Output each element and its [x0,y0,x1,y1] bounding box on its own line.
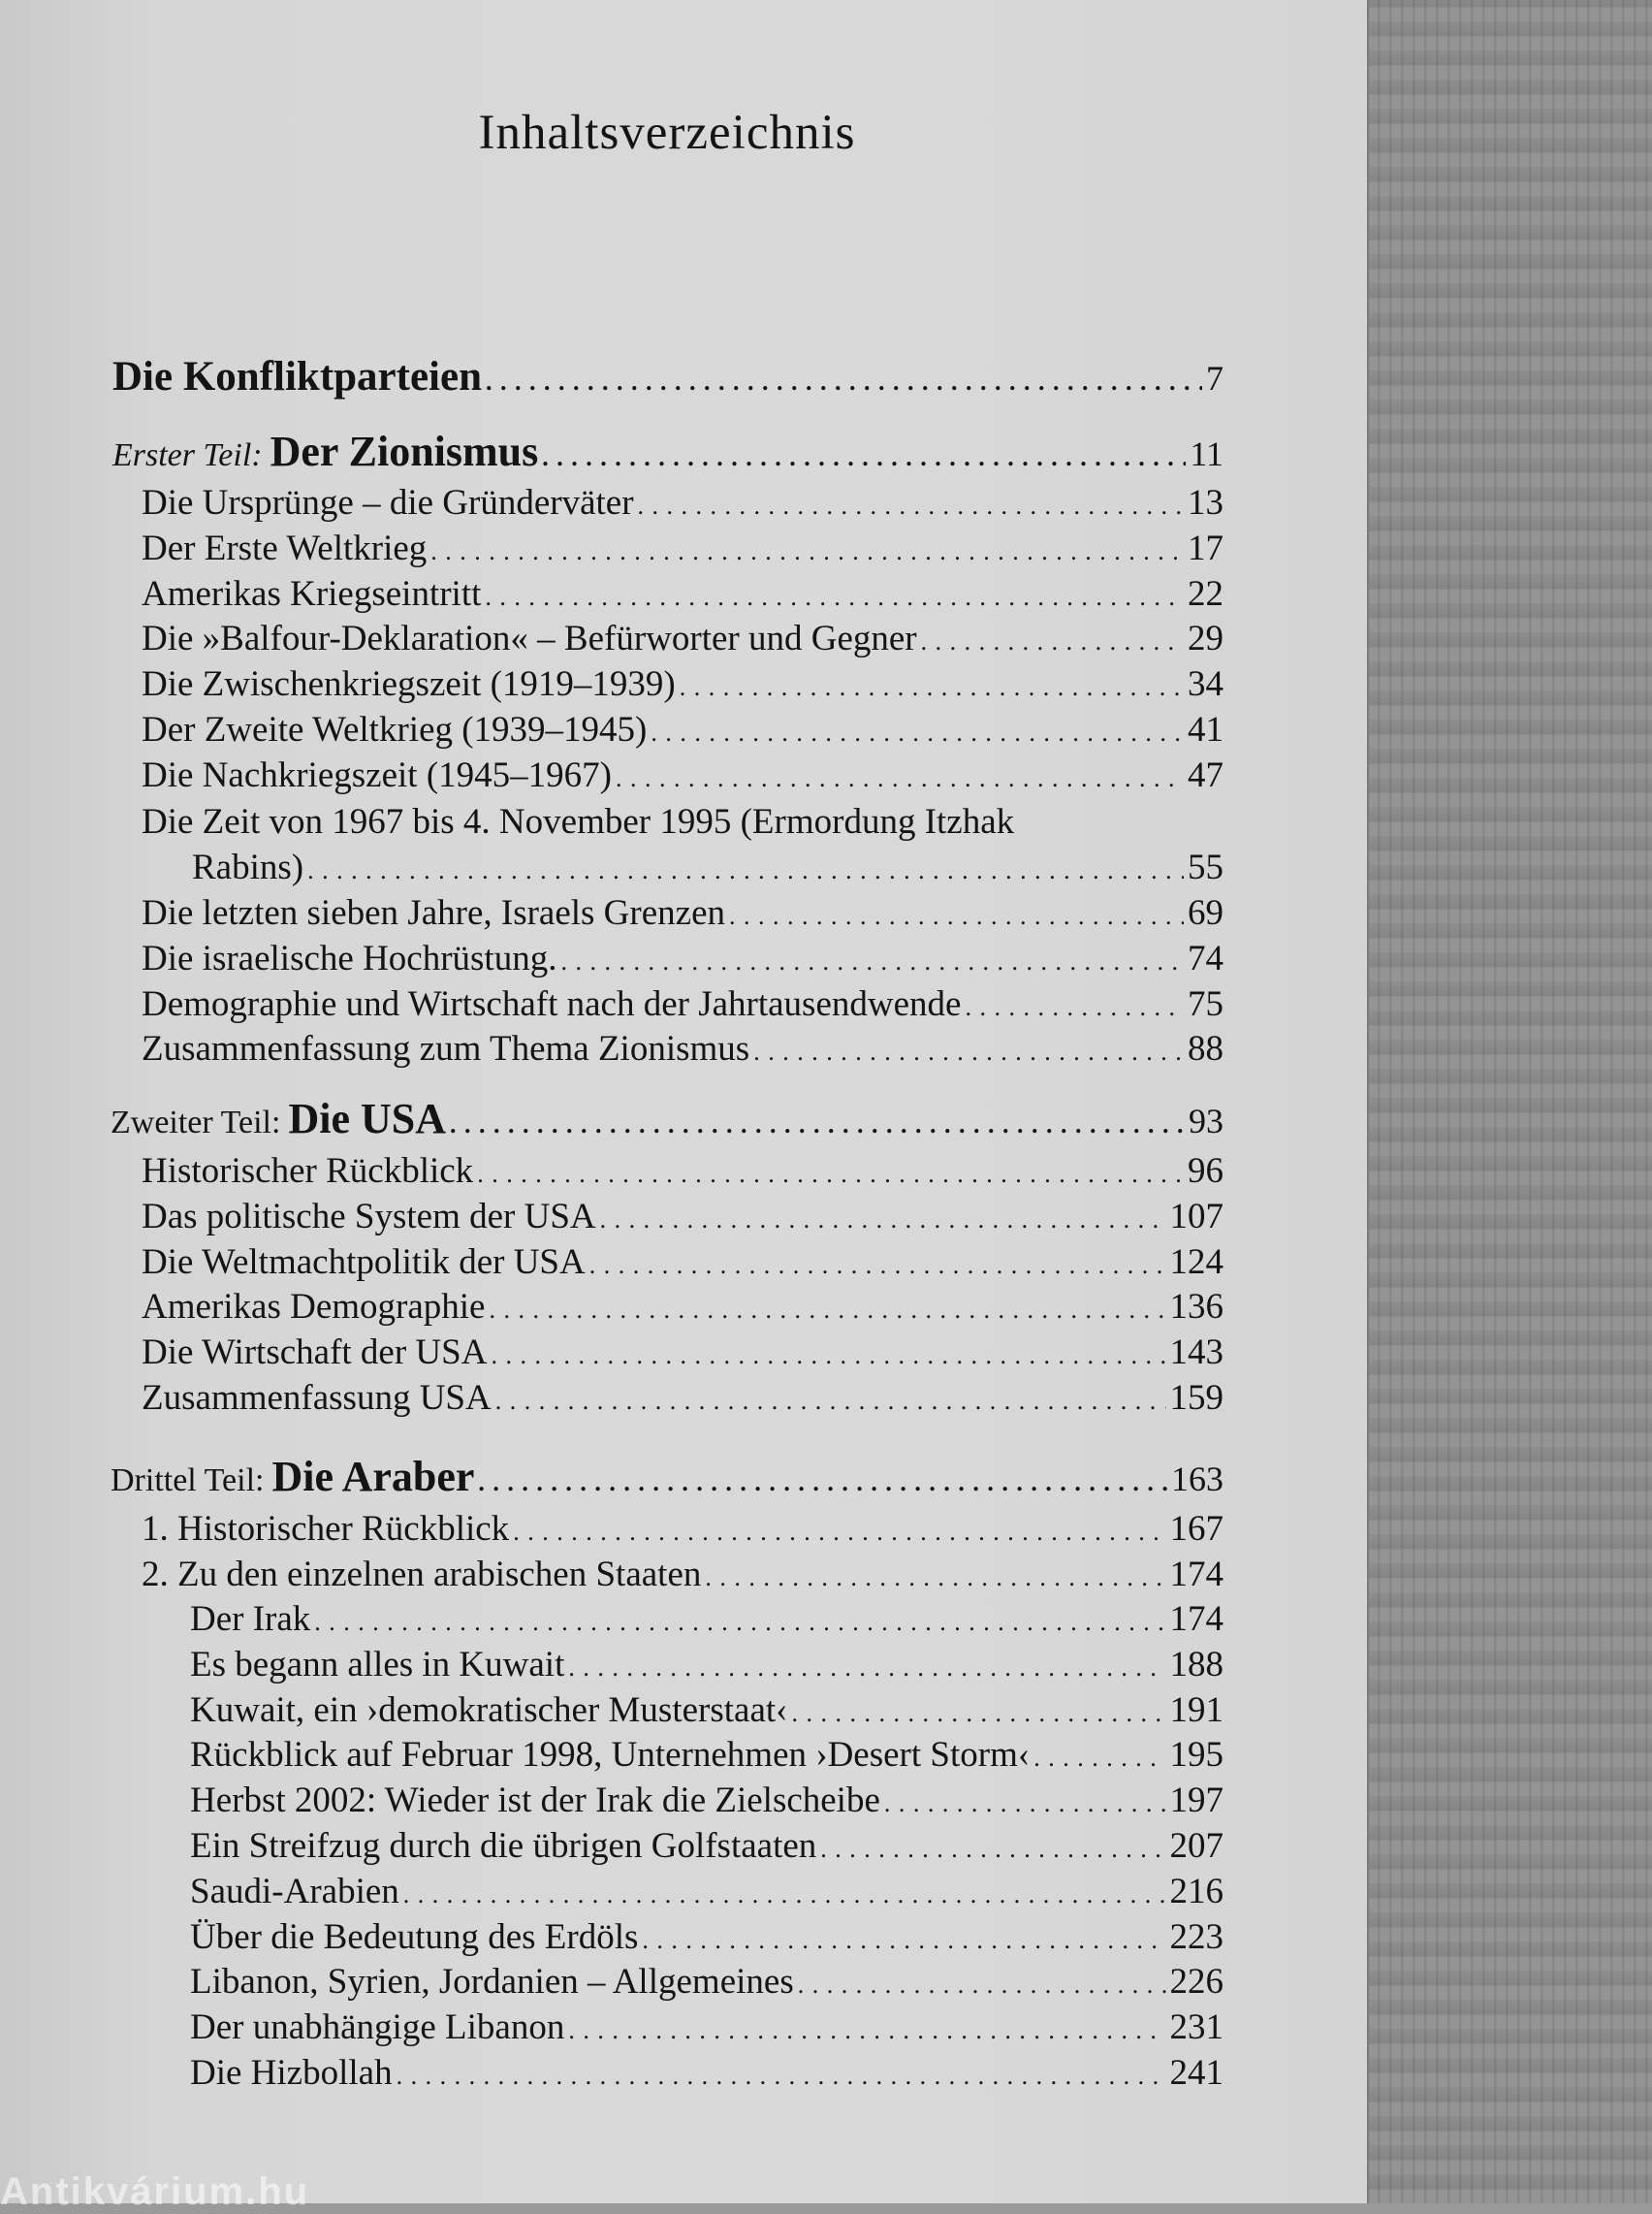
toc-entry [190,1734,1223,1776]
toc-entry-label: Das politische System der USA [142,1196,596,1236]
toc-entry-label: Amerikas Kriegseintritt [142,573,482,614]
part-prefix: Zweiter Teil: [111,1105,281,1140]
toc-entry [190,1780,1223,1821]
dot-leader [491,1341,1165,1370]
dot-leader [729,902,1184,931]
toc-entry-wrapped-line: Die Zeit von 1967 bis 4. November 1995 (Ermordung Itzhak [142,802,1015,842]
toc-entry [142,1508,1223,1550]
dot-leader [478,1468,1167,1497]
toc-page-number: 197 [1169,1781,1223,1821]
toc-page-number: 241 [1169,2053,1223,2093]
dot-leader [651,719,1184,748]
toc-entry-label: Libanon, Syrien, Jordanien – Allgemeines [190,1962,794,2003]
dot-leader [403,1880,1166,1909]
toc-page-number: 159 [1169,1378,1223,1418]
toc-page-number: 174 [1169,1554,1223,1594]
toc-entry-label: Kuwait, ein ›demokratischer Musterstaat‹ [190,1689,788,1730]
dot-leader [542,443,1186,472]
toc-entry [142,1150,1223,1192]
toc-entry [192,847,1223,888]
toc-entry-label: Es begann alles in Kuwait [190,1644,565,1685]
dot-leader [642,1926,1165,1955]
toc-entry [142,1196,1223,1237]
toc-entry-label: Der Irak [190,1599,311,1639]
toc-entry-label: Die Ursprünge – die Gründerväter [142,483,634,523]
dot-leader [397,2062,1166,2091]
dot-leader [477,1160,1184,1189]
dot-leader [921,627,1184,657]
dot-leader [495,1387,1166,1416]
toc-entry-label: Die Weltmachtpolitik der USA [142,1241,586,1282]
toc-entry-label: Die Nachkriegszeit (1945–1967) [142,754,612,795]
toc-page-number: 223 [1169,1916,1223,1957]
toc-entry-label: Die letzten sieben Jahre, Israels Grenzen [142,893,725,933]
toc-page-number: 207 [1169,1826,1223,1866]
dot-leader [589,1251,1166,1280]
page-gutter-background [1367,0,1652,2203]
dot-leader [485,583,1184,612]
toc-entry-label: Rabins) [192,848,304,887]
watermark-text: Antikvárium.hu [0,2170,310,2213]
toc-entry [142,663,1223,705]
dot-leader [820,1835,1165,1864]
dot-leader [430,537,1184,566]
toc-page-number: 163 [1171,1460,1223,1498]
toc-entry-label: Die israelische Hochrüstung. [142,938,557,979]
toc-page-number: 93 [1189,1102,1223,1140]
toc-entry [142,983,1223,1025]
toc-entry-label: Der Zweite Weltkrieg (1939–1945) [142,710,648,750]
dot-leader [450,1110,1185,1139]
toc-entry [190,1825,1223,1867]
toc-page-number: 231 [1169,2007,1223,2048]
toc-entry [142,1241,1223,1283]
toc-entry [142,528,1223,569]
toc-entry-label: Amerikas Demographie [142,1287,486,1328]
toc-entry [142,618,1223,659]
toc-entry [142,573,1223,615]
toc-entry [142,754,1223,796]
part-prefix: Erster Teil: [112,437,263,473]
dot-leader [965,993,1184,1022]
toc-entry [190,1689,1223,1731]
toc-page-number: 47 [1188,754,1223,795]
toc-entry-label: Die Zwischenkriegszeit (1919–1939) [142,664,676,705]
toc-entry [142,892,1223,934]
toc-page-number: 17 [1188,528,1223,568]
toc-entry-label: Die »Balfour-Deklaration« – Befürworter und Gegner [142,619,917,659]
toc-page-number: 11 [1190,434,1223,473]
toc-entry-label: Ein Streifzug durch die übrigen Golfstaaten [190,1826,817,1866]
toc-entry [190,1916,1223,1958]
toc-entry-label: Die Wirtschaft der USA [142,1332,488,1373]
toc-page-number: 13 [1188,483,1223,523]
part-title: Die USA [288,1095,446,1142]
toc-entry-label: 2. Zu den einzelnen arabischen Staaten [142,1554,702,1594]
dot-leader [884,1789,1166,1818]
toc-page-number: 143 [1169,1332,1223,1373]
toc-page-number: 195 [1169,1735,1223,1776]
dot-leader [560,947,1184,977]
toc-entry [142,1286,1223,1328]
toc-entry [190,2006,1223,2048]
part-prefix: Drittel Teil: [111,1462,265,1498]
part-title: Die Araber [271,1453,475,1500]
toc-entry-label: Zusammenfassung zum Thema Zionismus [142,1029,750,1070]
toc-page-number: 29 [1188,619,1223,659]
toc-page-number: 75 [1188,983,1223,1024]
dot-leader [307,856,1184,885]
toc-entry-label: Historischer Rückblick [142,1151,474,1191]
toc-entry [142,1332,1223,1373]
toc-entry-label: 1. Historischer Rückblick [142,1509,510,1549]
page-title: Inhaltsverzeichnis [478,106,856,160]
toc-page-number: 124 [1169,1241,1223,1282]
toc-page-number: 174 [1169,1599,1223,1639]
dot-leader [791,1699,1165,1728]
toc-entry [142,1377,1223,1419]
toc-entry-label: Rückblick auf Februar 1998, Unternehmen ›Desert Storm‹ [190,1735,1031,1776]
dot-leader [680,673,1184,702]
toc-page-number: 188 [1169,1644,1223,1685]
dot-leader [568,1653,1165,1683]
dot-leader [600,1205,1166,1235]
toc-entry [142,482,1223,524]
toc-page-number: 167 [1169,1509,1223,1549]
toc-page-number: 107 [1169,1196,1223,1236]
dot-leader [513,1518,1165,1547]
toc-part-header [111,1094,1223,1143]
toc-page-number: 96 [1188,1151,1223,1191]
toc-entry-label: Die Hizbollah [190,2053,393,2093]
toc-page-number: 136 [1169,1287,1223,1328]
toc-entry-label: Der Erste Weltkrieg [142,528,428,568]
toc-main-label: Die Konfliktparteien [112,354,482,400]
toc-entry-label: Demographie und Wirtschaft nach der Jahrtausendwende [142,983,962,1024]
toc-entry-label: Saudi-Arabien [190,1871,399,1911]
dot-leader [753,1038,1184,1067]
dot-leader [798,1971,1166,2000]
toc-page-number: 69 [1188,893,1223,933]
part-title: Der Zionismus [270,428,539,475]
toc-main-entry [112,353,1223,401]
dot-leader [638,492,1184,521]
toc-page-number: 191 [1169,1689,1223,1730]
toc-page-number: 74 [1188,938,1223,979]
toc-part-header [112,427,1223,476]
toc-page-number: 7 [1206,359,1223,398]
toc-page-number: 216 [1169,1871,1223,1911]
toc-entry-label: Zusammenfassung USA [142,1378,492,1418]
toc-page-number: 55 [1188,848,1223,887]
toc-entry [190,1644,1223,1685]
toc-part-header [111,1452,1223,1501]
dot-leader [489,1296,1165,1325]
dot-leader [486,368,1202,397]
toc-entry [190,1961,1223,2003]
dot-leader [616,764,1184,793]
toc-entry [142,1028,1223,1070]
toc-entry [142,938,1223,979]
toc-page-number: 226 [1169,1962,1223,2003]
toc-entry [142,709,1223,751]
toc-entry-label: Der unabhängige Libanon [190,2007,565,2048]
toc-page-number: 41 [1188,710,1223,750]
dot-leader [705,1563,1165,1592]
toc-entry-label: Über die Bedeutung des Erdöls [190,1916,639,1957]
toc-entry [190,1598,1223,1640]
toc-page-number: 88 [1188,1029,1223,1070]
toc-entry [190,2052,1223,2094]
dot-leader [314,1608,1165,1637]
toc-page-number: 34 [1188,664,1223,705]
toc-entry [142,1554,1223,1595]
toc-entry-label: Herbst 2002: Wieder ist der Irak die Zielscheibe [190,1781,880,1821]
dot-leader [568,2016,1165,2045]
toc-entry [190,1871,1223,1912]
toc-page-number: 22 [1188,573,1223,614]
dot-leader [1033,1744,1165,1773]
